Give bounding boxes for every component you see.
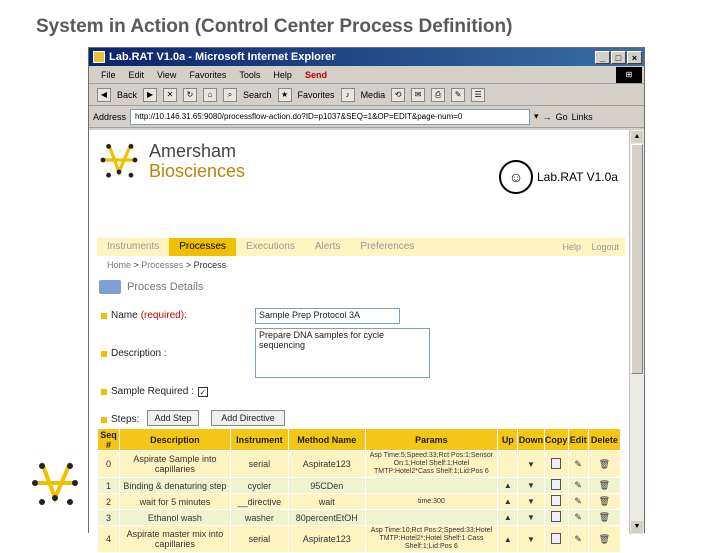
instrument-cell: cycler xyxy=(230,478,288,494)
scroll-thumb[interactable] xyxy=(631,144,643,374)
section-header xyxy=(99,280,203,294)
edit-cell xyxy=(568,478,588,494)
pencil-icon[interactable]: ✎ xyxy=(574,480,582,490)
window-title: Lab.RAT V1.0a - Microsoft Internet Explorer xyxy=(109,51,336,63)
bullet-icon xyxy=(101,389,107,395)
method-cell: 80percentEtOH xyxy=(289,510,365,526)
back-icon[interactable]: ◀ xyxy=(97,88,111,102)
copy-cell xyxy=(544,510,568,526)
up-arrow-icon[interactable]: ▲ xyxy=(498,510,518,526)
menu-edit[interactable]: Edit xyxy=(128,69,145,80)
pencil-icon[interactable]: ✎ xyxy=(574,533,582,544)
help-link[interactable]: Help xyxy=(562,242,581,252)
rat-logo-icon: ☺ xyxy=(499,160,533,194)
method-cell: Aspirate123 xyxy=(289,451,365,478)
trash-icon[interactable]: 🗑 xyxy=(598,458,611,469)
brand-name-line2: Biosciences xyxy=(149,160,246,181)
col-instrument: Instrument xyxy=(230,429,288,451)
instrument-cell: __directive xyxy=(230,494,288,510)
delete-cell xyxy=(588,478,620,494)
col-delete: Delete xyxy=(588,429,620,451)
up-arrow-icon[interactable]: ▲ xyxy=(498,526,518,553)
delete-cell xyxy=(588,510,620,526)
app-name: Lab.RAT V1.0a xyxy=(537,170,618,184)
menu-favorites[interactable]: Favorites xyxy=(189,69,227,80)
copy-icon[interactable] xyxy=(551,458,561,469)
seq-cell: 2 xyxy=(98,494,120,510)
bullet-icon xyxy=(101,313,107,319)
col-description: Description xyxy=(120,429,231,451)
delete-cell xyxy=(588,451,620,478)
tab-executions[interactable]: Executions xyxy=(245,241,295,252)
params-cell xyxy=(365,478,498,494)
minimize-button[interactable]: _ xyxy=(595,51,610,64)
main-nav xyxy=(97,238,625,256)
pencil-icon[interactable]: ✎ xyxy=(574,496,582,506)
history-icon[interactable]: ⟲ xyxy=(391,88,405,102)
name-label-row xyxy=(101,310,187,321)
search-icon[interactable]: ⌕ xyxy=(223,88,237,102)
company-logo xyxy=(30,458,80,508)
up-arrow-icon[interactable]: ▲ xyxy=(498,494,518,510)
description-textarea[interactable]: Prepare DNA samples for cycle sequencing xyxy=(255,328,430,378)
description-cell: Ethanol wash xyxy=(120,510,231,526)
media-button[interactable]: Media xyxy=(360,89,386,100)
trash-icon[interactable]: 🗑 xyxy=(598,480,611,490)
down-arrow-icon[interactable]: ▼ xyxy=(518,478,544,494)
menu-view[interactable]: View xyxy=(157,69,177,80)
stop-icon[interactable]: ✕ xyxy=(163,88,177,102)
logout-link[interactable]: Logout xyxy=(591,242,619,252)
discuss-icon[interactable]: ☰ xyxy=(471,88,485,102)
tab-preferences[interactable]: Preferences xyxy=(360,241,415,252)
bullet-icon xyxy=(101,417,107,423)
amersham-logo xyxy=(99,140,139,180)
method-cell: 95CDen xyxy=(289,478,365,494)
col-up: Up xyxy=(498,429,518,451)
up-arrow-icon[interactable] xyxy=(498,451,518,478)
seq-cell: 3 xyxy=(98,510,120,526)
name-input[interactable]: Sample Prep Protocol 3A xyxy=(255,308,400,324)
edit-cell xyxy=(568,510,588,526)
down-arrow-icon[interactable]: ▼ xyxy=(518,494,544,510)
scroll-up-icon[interactable]: ▲ xyxy=(631,131,643,143)
col-method: Method Name xyxy=(289,429,365,451)
edit-cell xyxy=(568,451,588,478)
seq-cell: 1 xyxy=(98,478,120,494)
table-row xyxy=(98,478,621,494)
address-label: Address xyxy=(93,111,127,122)
down-arrow-icon[interactable]: ▼ xyxy=(518,451,544,478)
breadcrumb-processes[interactable]: Processes xyxy=(141,260,184,270)
seq-cell: 4 xyxy=(98,526,120,553)
ie-icon xyxy=(93,51,105,63)
col-down: Down xyxy=(518,429,544,451)
copy-icon[interactable] xyxy=(551,495,561,506)
favorites-button[interactable]: Favorites xyxy=(297,89,335,100)
sample-required-checkbox[interactable]: ✓ xyxy=(199,387,207,397)
breadcrumb-current: Process xyxy=(193,260,227,270)
down-arrow-icon[interactable]: ▼ xyxy=(518,526,544,553)
browser-window xyxy=(88,47,645,550)
section-title: Process Details xyxy=(127,281,204,293)
process-icon xyxy=(99,280,121,294)
vertical-scrollbar[interactable] xyxy=(629,130,644,534)
mail-icon[interactable]: ✉ xyxy=(411,88,425,102)
params-cell xyxy=(365,510,498,526)
steps-table xyxy=(97,428,621,553)
menu-bar xyxy=(89,66,644,84)
description-cell: Aspirate Sample into capillaries xyxy=(120,451,231,478)
description-label: Description : xyxy=(111,348,167,359)
down-arrow-icon[interactable]: ▼ xyxy=(518,510,544,526)
pencil-icon[interactable]: ✎ xyxy=(574,512,582,522)
brand-name-line1: Amersham xyxy=(149,140,237,161)
page-content xyxy=(89,130,630,550)
close-button[interactable]: × xyxy=(627,51,642,64)
method-cell: Aspirate123 xyxy=(289,526,365,553)
add-directive-button[interactable]: Add Directive xyxy=(211,410,285,426)
delete-cell xyxy=(588,494,620,510)
params-cell: time:300 xyxy=(365,494,498,510)
required-marker: (required): xyxy=(140,310,187,321)
trash-icon[interactable]: 🗑 xyxy=(598,496,611,506)
description-cell: Binding & denaturing step xyxy=(120,478,231,494)
tab-processes[interactable]: Processes xyxy=(169,238,236,256)
params-cell: Asp Time:5;Speed:33;Rct Pos:1;Sensor On:1;Hotel Shelf:1;Hotel TMTP:Hotel2*Cass Shelf:1;Lid:Pos 6 xyxy=(365,451,498,478)
breadcrumb-home[interactable]: Home xyxy=(107,260,132,270)
table-row xyxy=(98,451,621,478)
instrument-cell: serial xyxy=(230,451,288,478)
table-row xyxy=(98,510,621,526)
description-cell: Aspirate master mix into capillaries xyxy=(120,526,231,553)
copy-cell xyxy=(544,478,568,494)
breadcrumb: Home > Processes > Process xyxy=(107,260,227,270)
brand-header xyxy=(99,140,245,180)
back-button[interactable]: Back xyxy=(117,89,138,100)
instrument-cell: washer xyxy=(230,510,288,526)
tab-instruments[interactable]: Instruments xyxy=(107,241,160,252)
edit-cell xyxy=(568,494,588,510)
col-edit: Edit xyxy=(568,429,588,451)
edit-cell xyxy=(568,526,588,553)
address-bar xyxy=(89,106,644,128)
tab-alerts[interactable]: Alerts xyxy=(314,241,341,252)
name-label: Name xyxy=(111,310,138,321)
params-cell: Asp Time:10;Rct Pos:2;Speed:33;Hotel TMTP:Hotel2*;Hotel Shelf:1 Cass Shelf:1;Lid:Pos 6 xyxy=(365,526,498,553)
go-icon[interactable]: → xyxy=(542,111,552,122)
dropdown-icon[interactable]: ▾ xyxy=(534,111,539,121)
toolbar xyxy=(89,84,644,106)
sample-required-row xyxy=(101,386,208,397)
copy-cell xyxy=(544,451,568,478)
copy-cell xyxy=(544,494,568,510)
method-cell: wait xyxy=(289,494,365,510)
instrument-cell: serial xyxy=(230,526,288,553)
description-label-row xyxy=(101,348,167,359)
copy-icon[interactable] xyxy=(551,479,561,490)
maximize-button[interactable]: □ xyxy=(611,51,626,64)
windows-logo-icon: ⊞ xyxy=(616,67,642,83)
seq-cell: 0 xyxy=(98,451,120,478)
col-params: Params xyxy=(365,429,498,451)
send-button[interactable]: Send xyxy=(304,69,327,80)
copy-icon[interactable] xyxy=(551,533,561,544)
print-icon[interactable]: ⎙ xyxy=(431,88,445,102)
links-button[interactable]: Links xyxy=(571,111,593,122)
menu-file[interactable]: File xyxy=(101,69,116,80)
media-icon[interactable]: ♪ xyxy=(341,88,355,102)
favorites-icon[interactable]: ★ xyxy=(278,88,292,102)
scroll-down-icon[interactable]: ▼ xyxy=(631,521,643,533)
slide-title: System in Action (Control Center Process Definition) xyxy=(36,16,513,37)
col-seq: Seq # xyxy=(98,429,120,451)
go-button[interactable]: Go xyxy=(555,111,568,122)
copy-cell xyxy=(544,526,568,553)
copy-icon[interactable] xyxy=(551,511,561,522)
table-row xyxy=(98,494,621,510)
table-row xyxy=(98,526,621,553)
address-input[interactable]: http://10.146.31.65:9080/processflow-action.do?ID=p1037&SEQ=1&OP=EDIT&page-num=0 xyxy=(130,109,530,125)
delete-cell xyxy=(588,526,620,553)
forward-icon[interactable]: ▶ xyxy=(143,88,157,102)
add-step-button[interactable]: Add Step xyxy=(147,410,199,426)
app-brand xyxy=(499,160,618,194)
sample-required-label: Sample Required : xyxy=(111,386,194,397)
home-icon[interactable]: ⌂ xyxy=(203,88,217,102)
bullet-icon xyxy=(101,351,107,357)
steps-label-row xyxy=(101,414,139,425)
description-cell: wait for 5 minutes xyxy=(120,494,231,510)
steps-label: Steps: xyxy=(111,414,140,425)
trash-icon[interactable]: 🗑 xyxy=(598,533,611,544)
search-button[interactable]: Search xyxy=(243,89,272,100)
menu-help[interactable]: Help xyxy=(273,69,292,80)
window-titlebar xyxy=(89,48,644,66)
trash-icon[interactable]: 🗑 xyxy=(598,512,611,522)
menu-tools[interactable]: Tools xyxy=(239,69,261,80)
pencil-icon[interactable]: ✎ xyxy=(574,458,582,469)
refresh-icon[interactable]: ↻ xyxy=(183,88,197,102)
col-copy: Copy xyxy=(544,429,568,451)
edit-icon[interactable]: ✎ xyxy=(451,88,465,102)
up-arrow-icon[interactable]: ▲ xyxy=(498,478,518,494)
